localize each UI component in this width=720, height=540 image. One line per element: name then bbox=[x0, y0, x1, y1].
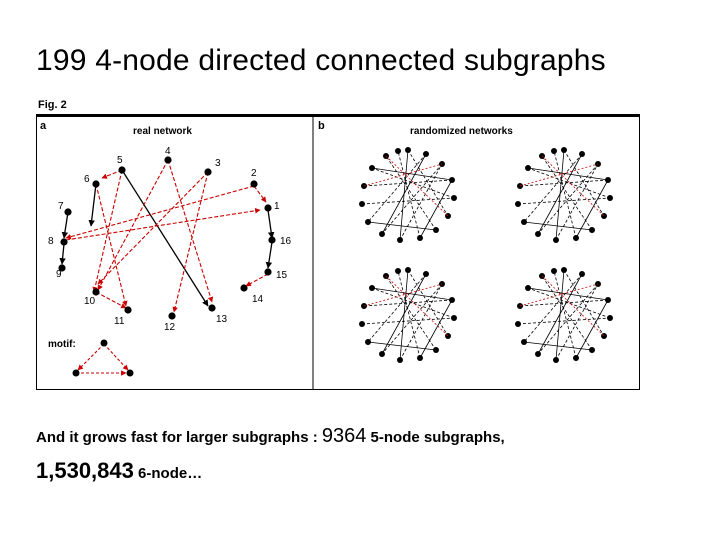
node-6 bbox=[92, 180, 99, 187]
node-8 bbox=[60, 238, 67, 245]
node-label-16: 16 bbox=[280, 236, 292, 247]
caption-line-1-number: 9364 bbox=[321, 425, 367, 447]
motif-label: motif: bbox=[48, 339, 76, 350]
node-2 bbox=[250, 180, 257, 187]
node-label-2: 2 bbox=[251, 168, 257, 179]
node-label-12: 12 bbox=[164, 322, 176, 333]
node-4 bbox=[164, 156, 171, 163]
caption-line-1-suffix: 5-node subgraphs, bbox=[366, 429, 505, 446]
caption-line-1-prefix: And it grows fast for larger subgraphs : bbox=[36, 429, 322, 446]
node-15 bbox=[264, 268, 271, 275]
node-label-5: 5 bbox=[117, 155, 123, 166]
node-1 bbox=[264, 204, 271, 211]
node-label-13: 13 bbox=[216, 314, 228, 325]
node-3 bbox=[204, 168, 211, 175]
node-label-4: 4 bbox=[165, 146, 171, 157]
node-label-10: 10 bbox=[84, 296, 96, 307]
node-label-3: 3 bbox=[215, 158, 221, 169]
caption-line-1 bbox=[36, 425, 505, 448]
node-label-15: 15 bbox=[276, 270, 288, 281]
caption-line-2 bbox=[36, 458, 202, 484]
caption-line-2-number: 1,530,843 bbox=[36, 458, 134, 483]
node-7 bbox=[64, 208, 71, 215]
slide-title: 199 4-node directed connected subgraphs bbox=[36, 44, 606, 77]
panel-b-letter: b bbox=[318, 120, 325, 132]
node-label-1: 1 bbox=[274, 201, 280, 212]
node-label-14: 14 bbox=[252, 294, 264, 305]
node-label-9: 9 bbox=[56, 269, 62, 280]
node-5 bbox=[118, 166, 125, 173]
node-16 bbox=[268, 236, 275, 243]
node-12 bbox=[168, 312, 175, 319]
node-label-6: 6 bbox=[84, 174, 90, 185]
figure-image bbox=[36, 116, 640, 390]
network-figure bbox=[36, 116, 640, 390]
node-11 bbox=[124, 306, 131, 313]
node-10 bbox=[92, 288, 99, 295]
node-label-8: 8 bbox=[48, 236, 54, 247]
node-14 bbox=[240, 284, 247, 291]
node-13 bbox=[208, 304, 215, 311]
panel-a-letter: a bbox=[40, 120, 47, 132]
figure-label: Fig. 2 bbox=[38, 99, 67, 111]
node-label-11: 11 bbox=[114, 316, 125, 327]
node-label-7: 7 bbox=[58, 201, 64, 212]
panel-a-title: real network bbox=[133, 126, 192, 137]
panel-b-title: randomized networks bbox=[410, 126, 513, 137]
caption-line-2-suffix: 6-node… bbox=[133, 465, 203, 482]
